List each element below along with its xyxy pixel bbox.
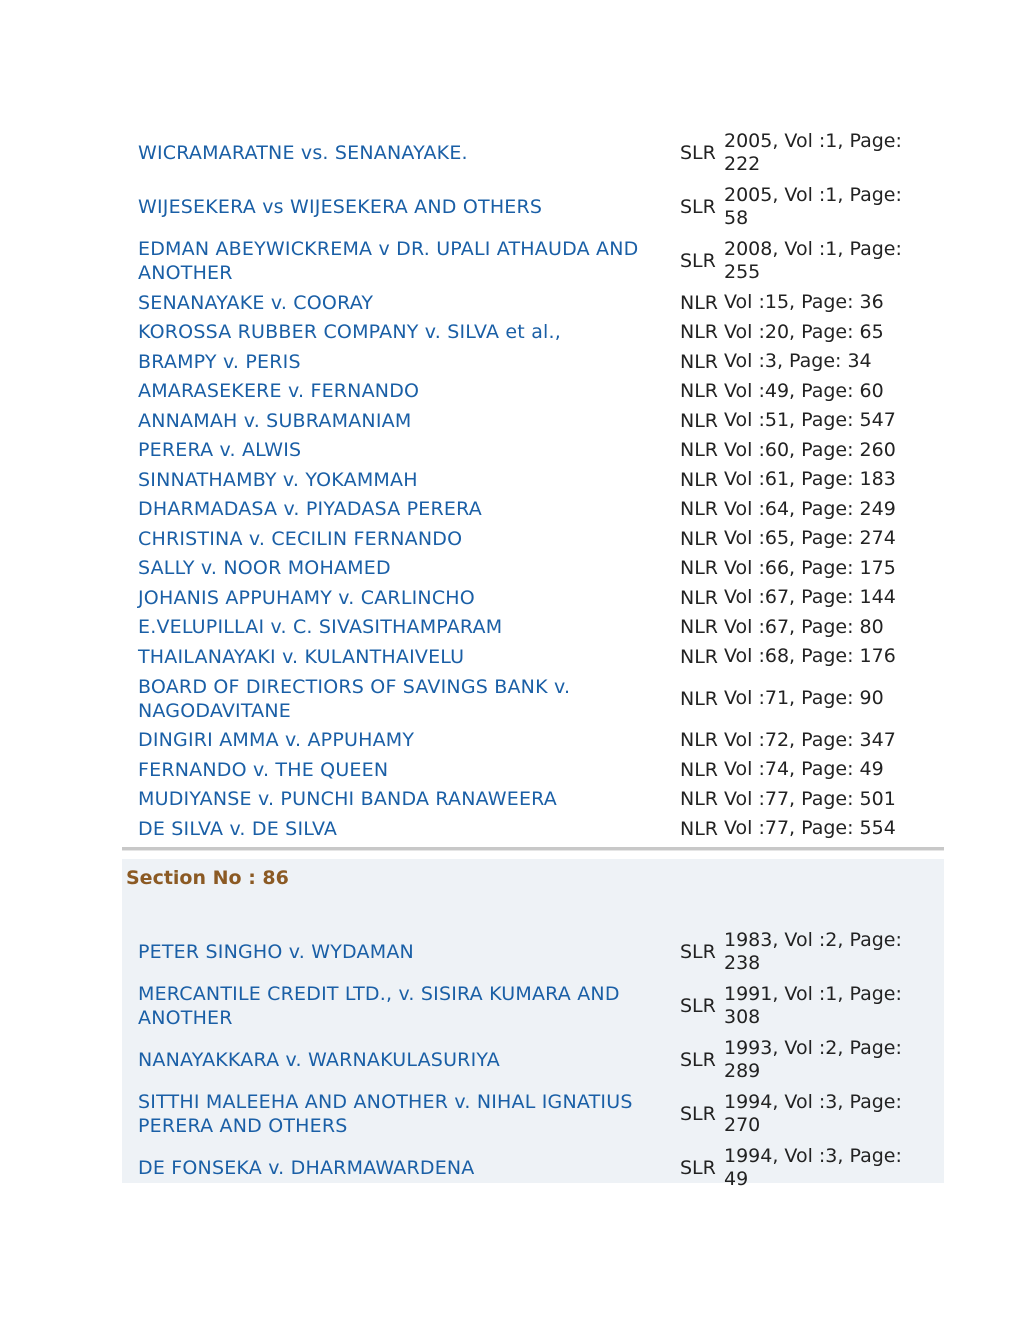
citation: Vol :68, Page: 176 xyxy=(724,645,896,668)
report-abbrev: NLR xyxy=(680,409,718,432)
case-link[interactable]: DHARMADASA v. PIYADASA PERERA xyxy=(138,498,482,521)
citation: 1993, Vol :2, Page: 289 xyxy=(724,1037,902,1082)
report-abbrev: NLR xyxy=(680,758,718,781)
citation: Vol :77, Page: 501 xyxy=(724,787,896,810)
case-link[interactable]: JOHANIS APPUHAMY v. CARLINCHO xyxy=(138,586,475,609)
report-abbrev: SLR xyxy=(680,250,716,272)
report-abbrev: NLR xyxy=(680,380,718,403)
report-abbrev: NLR xyxy=(680,321,718,344)
citation: Vol :65, Page: 274 xyxy=(724,527,896,550)
report-abbrev: NLR xyxy=(680,350,718,373)
citation: Vol :67, Page: 144 xyxy=(724,586,896,609)
report-abbrev: SLR xyxy=(680,196,716,218)
citation: Vol :61, Page: 183 xyxy=(724,468,896,491)
case-link[interactable]: DE SILVA v. DE SILVA xyxy=(138,817,338,840)
case-link[interactable]: NANAYAKKARA v. WARNAKULASURIYA xyxy=(138,1049,500,1071)
section-panel xyxy=(122,859,944,1190)
case-row xyxy=(122,814,944,844)
case-link[interactable]: DE FONSEKA v. DHARMAWARDENA xyxy=(138,1157,475,1179)
report-abbrev: NLR xyxy=(680,468,718,491)
citation: Vol :74, Page: 49 xyxy=(724,758,884,781)
case-row xyxy=(122,436,944,466)
report-abbrev: NLR xyxy=(680,557,718,580)
case-link[interactable]: DINGIRI AMMA v. APPUHAMY xyxy=(138,729,415,752)
citation: Vol :15, Page: 36 xyxy=(724,291,884,314)
report-abbrev: NLR xyxy=(680,788,718,811)
citation: 2005, Vol :1, Page: 58 xyxy=(724,184,902,229)
case-link[interactable]: WICRAMARATNE vs. SENANAYAKE. xyxy=(138,142,468,164)
citation: 1991, Vol :1, Page: 308 xyxy=(724,983,902,1028)
case-row xyxy=(122,465,944,495)
report-abbrev: SLR xyxy=(680,1049,716,1071)
case-row xyxy=(122,1141,944,1195)
case-link[interactable]: BOARD OF DIRECTIORS OF SAVINGS BANK v. NAGODAVITANE xyxy=(138,675,571,722)
citation: Vol :60, Page: 260 xyxy=(724,438,896,461)
citation: Vol :20, Page: 65 xyxy=(724,320,884,343)
case-row xyxy=(122,1087,944,1141)
report-abbrev: NLR xyxy=(680,586,718,609)
case-link[interactable]: MUDIYANSE v. PUNCHI BANDA RANAWEERA xyxy=(138,788,558,811)
citation: 1994, Vol :3, Page: 49 xyxy=(724,1145,902,1190)
report-abbrev: NLR xyxy=(680,645,718,668)
section-case-list xyxy=(122,925,944,1195)
report-abbrev: SLR xyxy=(680,1103,716,1125)
citation: 2008, Vol :1, Page: 255 xyxy=(724,238,902,283)
case-row xyxy=(122,672,944,726)
citation: 1983, Vol :2, Page: 238 xyxy=(724,929,902,974)
case-row xyxy=(122,406,944,436)
report-abbrev: NLR xyxy=(680,817,718,840)
citation: 1994, Vol :3, Page: 270 xyxy=(724,1091,902,1136)
report-abbrev: SLR xyxy=(680,995,716,1017)
case-row xyxy=(122,785,944,815)
upper-case-list xyxy=(122,126,944,844)
case-row xyxy=(122,583,944,613)
case-link[interactable]: SITTHI MALEEHA AND ANOTHER v. NIHAL IGNATIUS PERERA AND OTHERS xyxy=(138,1091,633,1137)
case-row xyxy=(122,755,944,785)
case-row xyxy=(122,347,944,377)
case-link[interactable]: WIJESEKERA vs WIJESEKERA AND OTHERS xyxy=(138,196,543,218)
citation: Vol :64, Page: 249 xyxy=(724,497,896,520)
case-link[interactable]: PERERA v. ALWIS xyxy=(138,439,302,462)
case-row xyxy=(122,979,944,1033)
case-link[interactable]: AMARASEKERE v. FERNANDO xyxy=(138,380,420,403)
section-divider xyxy=(122,847,944,851)
case-row xyxy=(122,495,944,525)
report-abbrev: NLR xyxy=(680,527,718,550)
report-abbrev: SLR xyxy=(680,941,716,963)
citation: Vol :67, Page: 80 xyxy=(724,615,884,638)
case-row xyxy=(122,554,944,584)
case-row xyxy=(122,288,944,318)
case-row xyxy=(122,126,944,180)
case-link[interactable]: FERNANDO v. THE QUEEN xyxy=(138,758,389,781)
case-row xyxy=(122,377,944,407)
report-abbrev: NLR xyxy=(680,291,718,314)
case-link[interactable]: EDMAN ABEYWICKREMA v DR. UPALI ATHAUDA AND ANOTHER xyxy=(138,238,639,284)
section-title: Section No : 86 xyxy=(126,867,289,889)
case-row xyxy=(122,613,944,643)
citation: Vol :3, Page: 34 xyxy=(724,350,872,373)
citation: 2005, Vol :1, Page: 222 xyxy=(724,130,902,175)
case-row xyxy=(122,642,944,672)
citation: Vol :77, Page: 554 xyxy=(724,817,896,840)
citation: Vol :51, Page: 547 xyxy=(724,409,896,432)
case-link[interactable]: SINNATHAMBY v. YOKAMMAH xyxy=(138,468,418,491)
report-abbrev: SLR xyxy=(680,1157,716,1179)
case-link[interactable]: ANNAMAH v. SUBRAMANIAM xyxy=(138,409,412,432)
citation: Vol :66, Page: 175 xyxy=(724,556,896,579)
case-link[interactable]: SALLY v. NOOR MOHAMED xyxy=(138,557,391,580)
report-abbrev: NLR xyxy=(680,616,718,639)
case-row xyxy=(122,1033,944,1087)
case-row xyxy=(122,318,944,348)
report-abbrev: NLR xyxy=(680,439,718,462)
citation: Vol :71, Page: 90 xyxy=(724,687,884,709)
case-link[interactable]: E.VELUPILLAI v. C. SIVASITHAMPARAM xyxy=(138,616,503,639)
case-link[interactable]: BRAMPY v. PERIS xyxy=(138,350,301,373)
citation: Vol :72, Page: 347 xyxy=(724,728,896,751)
case-row xyxy=(122,234,944,288)
case-link[interactable]: CHRISTINA v. CECILIN FERNANDO xyxy=(138,527,463,550)
case-row xyxy=(122,726,944,756)
case-link[interactable]: THAILANAYAKI v. KULANTHAIVELU xyxy=(138,645,465,668)
case-link[interactable]: PETER SINGHO v. WYDAMAN xyxy=(138,941,414,963)
case-row xyxy=(122,180,944,234)
case-link[interactable]: KOROSSA RUBBER COMPANY v. SILVA et al., xyxy=(138,321,561,344)
report-abbrev: NLR xyxy=(680,498,718,521)
case-row xyxy=(122,524,944,554)
case-link[interactable]: SENANAYAKE v. COORAY xyxy=(138,291,374,314)
report-abbrev: SLR xyxy=(680,142,716,164)
case-link[interactable]: MERCANTILE CREDIT LTD., v. SISIRA KUMARA AND ANOTHER xyxy=(138,983,620,1029)
case-row xyxy=(122,925,944,979)
report-abbrev: NLR xyxy=(680,687,718,710)
report-abbrev: NLR xyxy=(680,729,718,752)
citation: Vol :49, Page: 60 xyxy=(724,379,884,402)
